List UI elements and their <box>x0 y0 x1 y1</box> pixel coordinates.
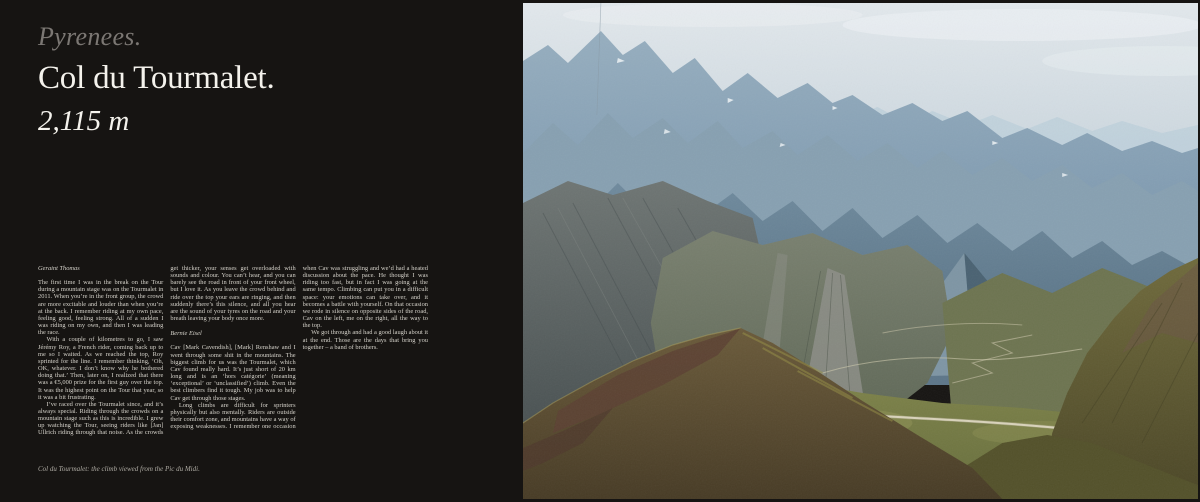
photo-page <box>523 3 1198 499</box>
page-title: Col du Tourmalet. <box>38 60 275 96</box>
article-paragraph: Long climbs are difficult for sprinters physically but also mentally. Riders are outside their comfort zone, and mountains have a way of exposing weaknesses. I remember one occasion when Cav was struggling and we’d had a heated discussion about the pace. He thought I was riding too fast, but in fact I was going at the same tempo. Climbing can put you in a difficult space: your emotions can take over, and it becomes a battle with yourself. On that occasion we rode in silence on opposite sides of the road, Cav on the left, me on the right, all the way to the top. <box>170 265 428 431</box>
grain-overlay <box>523 3 1198 499</box>
article-byline: Geraint Thomas <box>38 265 80 272</box>
article-byline: Bernie Eisel <box>170 330 202 338</box>
elevation-label: 2,115 m <box>38 105 130 137</box>
article <box>38 265 428 437</box>
article-paragraph: With a couple of kilometres to go, I saw Jérémy Roy, a French rider, coming back up to me so I waited. As we reached the top, Roy sprinted for the line. I remember thinking, ‘Oh, OK, whatever. I don’t know why he bothered doing that.’ Then, later on, I realized that there was a €5,000 prize for the first guy over the top. It was the highest point on the Tour that year, so it was a bit frustrating. <box>38 336 164 401</box>
photo-caption: Col du Tourmalet: the climb viewed from the Pic du Midi. <box>38 465 200 473</box>
article-paragraph: The first time I was in the break on the Tour during a mountain stage was on the Tourmalet in 2011. When you’re in the front group, the crowd are more excitable and louder than when you’re at the back. I remember riding at my own pace, feeling good, feeling strong. All of a sudden I was riding on my own, and then I was leading the race. <box>38 279 164 337</box>
region-label: Pyrenees. <box>38 22 142 51</box>
article-paragraph: Cav [Mark Cavendish], [Mark] Renshaw and I went through some shit in the mountains. The biggest climb for us was the Tourmalet, which Cav found really hard. It’s just short of 20 km long and is an ‘hors catégorie’ (meaning ‘exceptional’ or ‘unclassified’) climb. Even the best climbers find it tough. My job was to help Cav get through those stages. <box>170 344 296 402</box>
article-paragraph: We got through and had a good laugh about it at the end. Those are the days that bring you together – a band of brothers. <box>302 329 428 351</box>
title-block <box>38 22 275 138</box>
article-paragraph: I’ve raced over the Tourmalet since, and it’s always special. Riding through the crowds on a mountain stage such as this is incredible. I grew up watching the Tour, seeing riders like [Jan] Ullrich riding through that noise. As the crowds get thicker, your senses get overloaded with sounds and colour. You can’t hear, and you can barely see the road in front of your front wheel, but I love it. As you leave the crowd behind and ride over the top your ears are ringing, and then suddenly there’s this silence, and all you hear are the sound of your tyres on the road and your breath leaving your body once more. <box>38 265 296 437</box>
left-page <box>0 0 523 502</box>
tourmalet-photo <box>523 3 1198 499</box>
